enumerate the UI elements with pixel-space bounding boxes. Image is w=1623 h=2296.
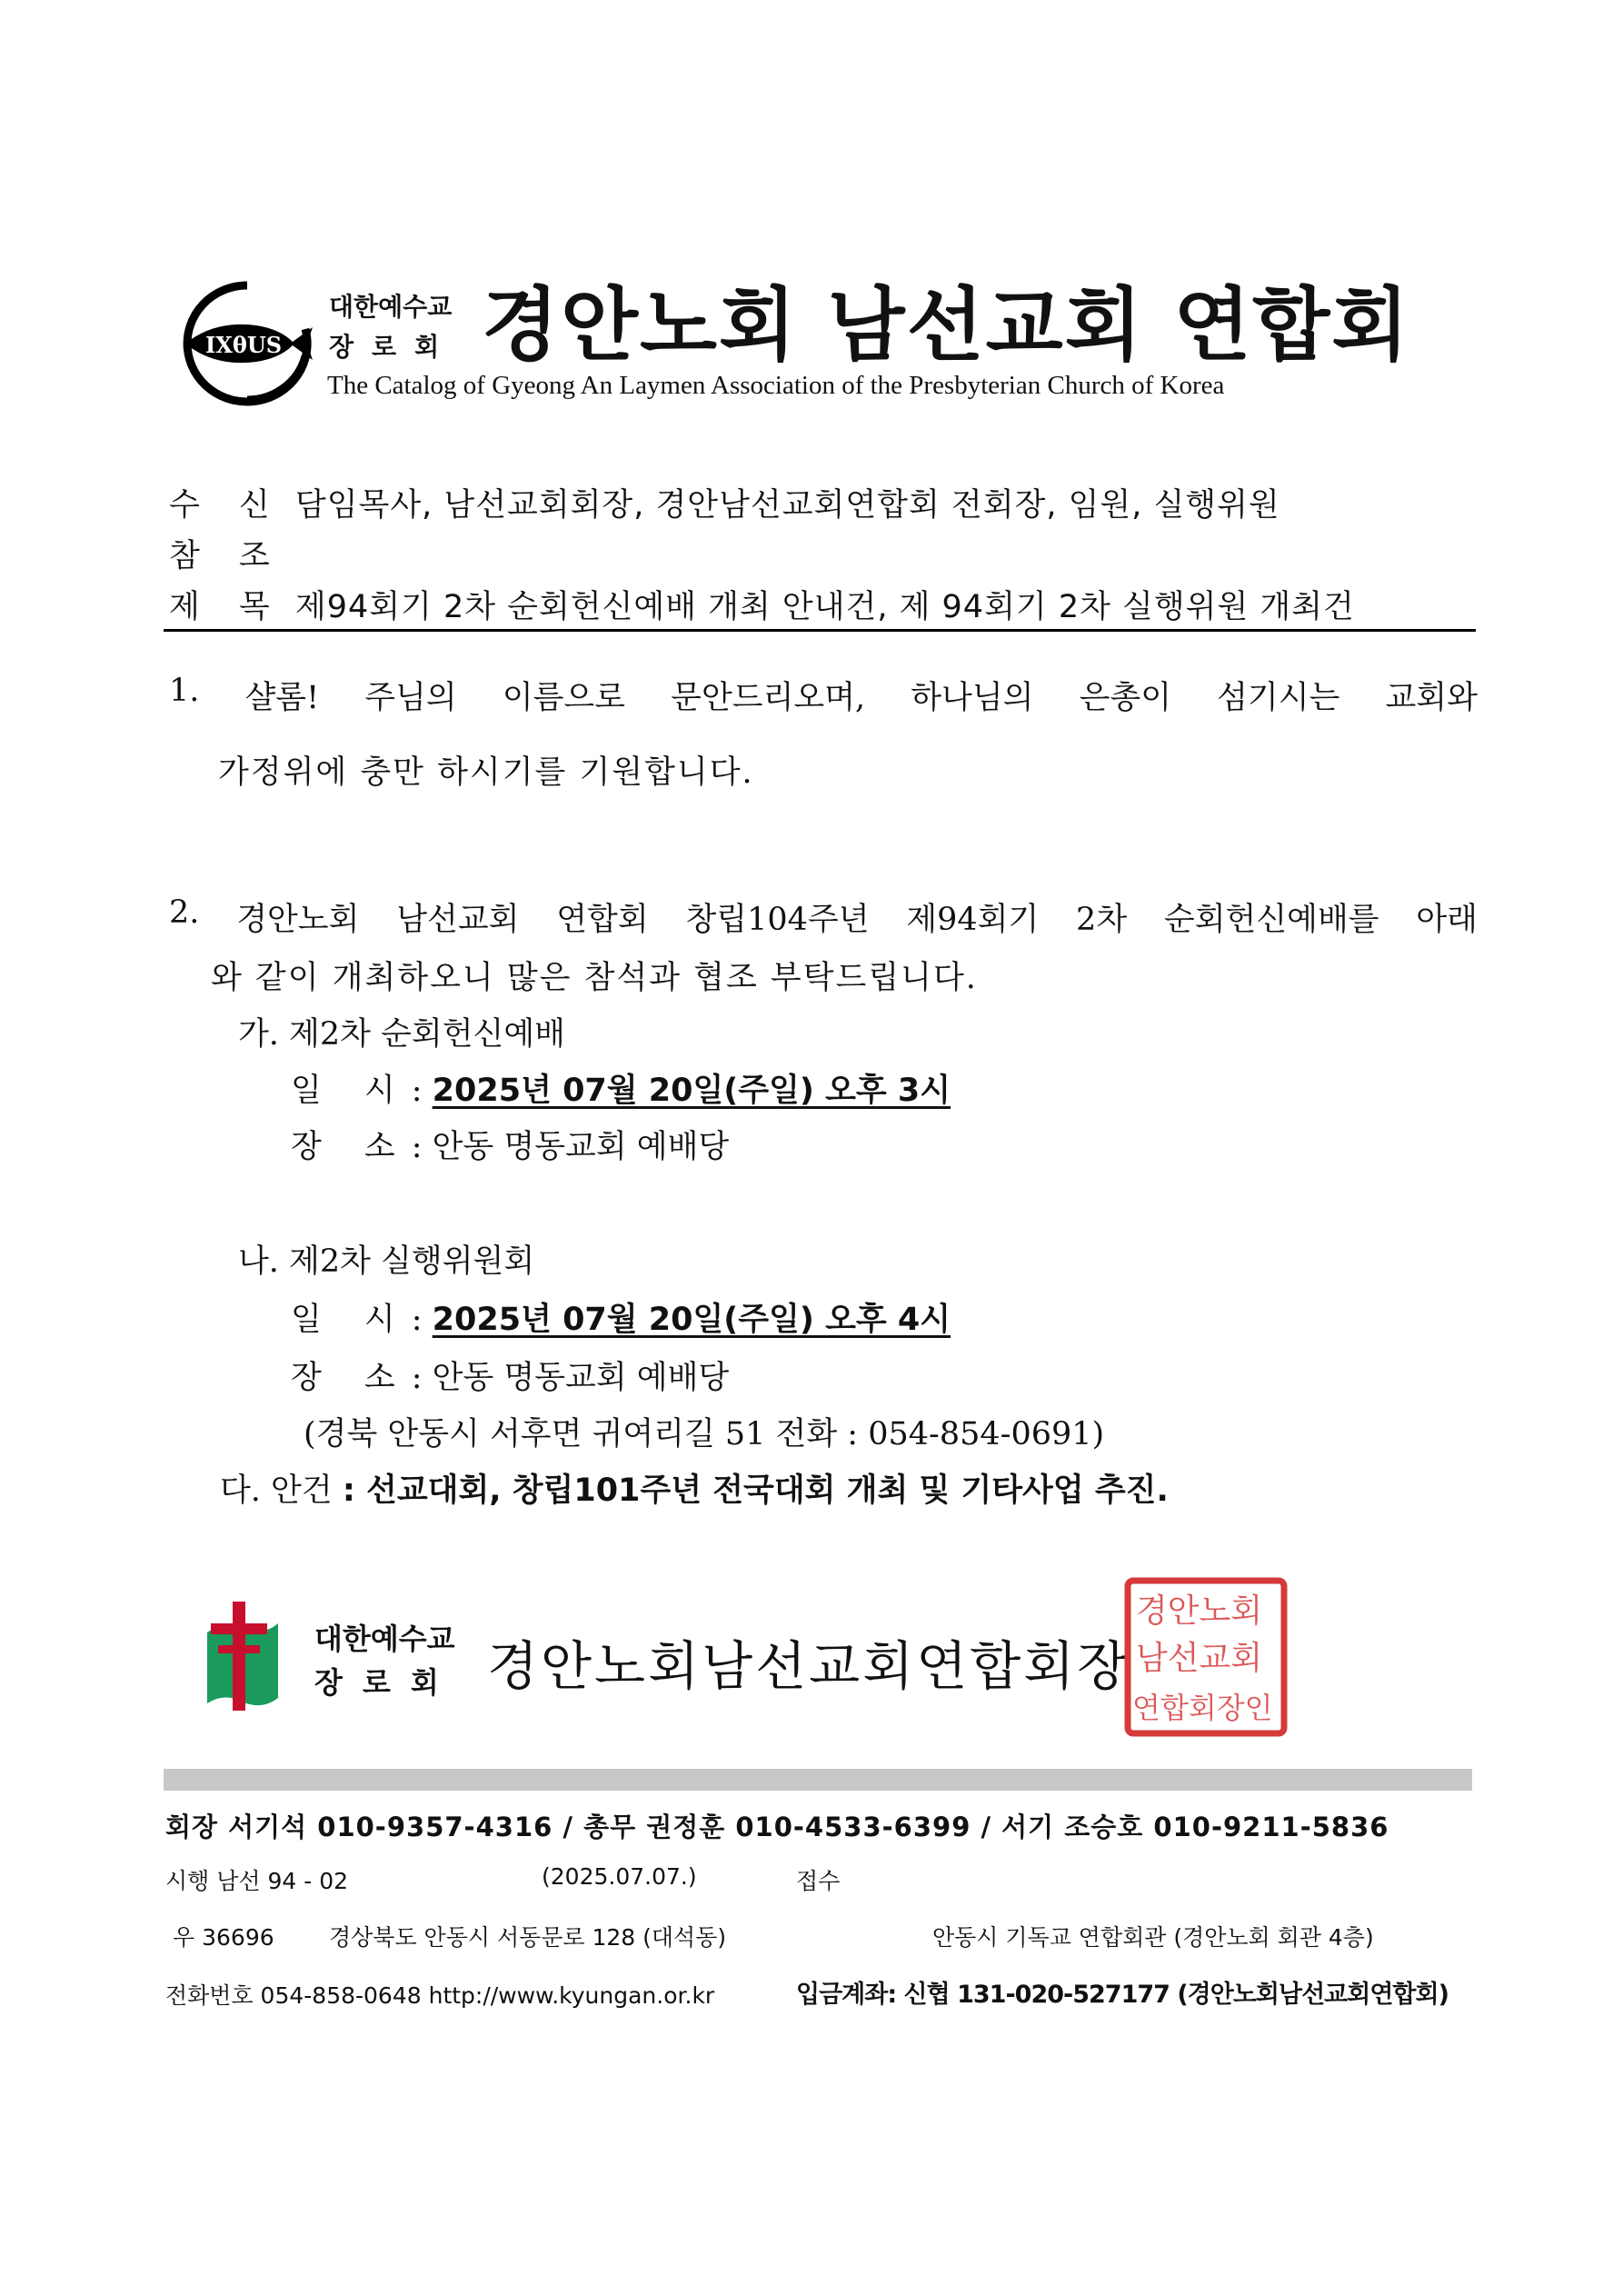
signature-org-line2: 장로회 [314, 1665, 459, 1700]
cross-logo-icon [198, 1596, 285, 1716]
paragraph-2-line-2: 와 같이 개최하오니 많은 참석과 협조 부탁드립니다. [211, 960, 978, 996]
header-title: 경안노회 남선교회 연합회 [482, 278, 1411, 372]
footer-postal-code: 우 36696 [173, 1924, 274, 1951]
p2-word: 경안노회 [236, 902, 360, 938]
paragraph-2-line-1 [169, 894, 1478, 940]
agenda-label: 다. 안건 [220, 1472, 333, 1509]
footer-hall: 안동시 기독교 연합회관 (경안노회 회관 4층) [932, 1924, 1374, 1951]
p1-word: 문안드리오며, [671, 680, 866, 716]
subject-row [169, 582, 1355, 627]
section-na-date-row [291, 1294, 951, 1340]
seal-text-line: 남선교회 [1136, 1640, 1263, 1677]
signature-org-line1: 대한예수교 [314, 1622, 455, 1656]
place-label: 장 소 [291, 1360, 412, 1396]
section-ga-date-row [291, 1065, 951, 1111]
section-ga-place-row [291, 1122, 729, 1167]
signature-name: 경안노회남선교회연합회장 [487, 1635, 1131, 1697]
official-seal-icon [1123, 1576, 1289, 1738]
date-value: 2025년 07월 20일(주일) 오후 4시 [432, 1302, 951, 1338]
p1-word: 교회와 [1385, 680, 1478, 716]
footer-doc-number: 시행 남선 94 - 02 [165, 1868, 349, 1894]
seal-text-line: 경안노회 [1136, 1592, 1263, 1630]
p1-word: 하나님의 [911, 680, 1034, 716]
subject-label: 제 목 [169, 589, 284, 625]
place-label: 장 소 [291, 1129, 412, 1165]
header-org-line2: 장로회 [329, 332, 458, 362]
p1-word: 샬롬! [244, 680, 320, 716]
p2-word: 아래 [1416, 902, 1478, 938]
header-subtitle: The Catalog of Gyeong An Laymen Association of the Presbyterian Church of Korea [327, 371, 1225, 400]
ichthus-logo [178, 278, 316, 407]
p2-word: 남선교회 [396, 902, 520, 938]
section-na-title: 나. 제2차 실행위원회 [238, 1243, 535, 1280]
section-ga-title: 가. 제2차 순회헌신예배 [238, 1016, 565, 1053]
footer-bank-account: 입금계좌: 신협 131-020-527177 (경안노회남선교회연합회) [796, 1981, 1449, 2009]
agenda-value: : 선교대회, 창립101주년 전국대회 개최 및 기타사업 추진. [342, 1472, 1169, 1509]
colon: : [411, 1073, 433, 1109]
colon: : [411, 1360, 433, 1396]
footer-received: 접수 [796, 1868, 841, 1894]
reference-label: 참 조 [169, 538, 284, 574]
p2-word: 순회헌신예배를 [1163, 902, 1379, 938]
logo-text: IXθUS [205, 332, 283, 358]
reference-row [169, 531, 284, 576]
header-divider [164, 629, 1476, 632]
place-value: 안동 명동교회 예배당 [432, 1360, 730, 1396]
colon: : [411, 1302, 433, 1338]
paragraph-1-line-2: 가정위에 충만 하시기를 기원합니다. [218, 754, 754, 791]
date-value: 2025년 07월 20일(주일) 오후 3시 [432, 1073, 951, 1109]
colon: : [411, 1129, 433, 1165]
seal-text-line: 연합회장인 [1132, 1691, 1273, 1725]
paragraph-1-line-1 [169, 673, 1478, 718]
section-na-address: (경북 안동시 서후면 귀여리길 51 전화 : 054-854-0691) [304, 1416, 1105, 1452]
header-org-line1: 대한예수교 [329, 292, 453, 322]
section-da-row [220, 1465, 1169, 1511]
footer-address: 경상북도 안동시 서동문로 128 (대석동) [329, 1924, 727, 1951]
date-label: 일 시 [291, 1302, 412, 1338]
footer-doc-date: (2025.07.07.) [542, 1863, 697, 1890]
date-label: 일 시 [291, 1073, 412, 1109]
p2-word: 2. [169, 894, 200, 931]
p1-word: 이름으로 [502, 680, 626, 716]
section-na-place-row [291, 1353, 729, 1398]
recipient-value: 담임목사, 남선교회회장, 경안남선교회연합회 전회장, 임원, 실행위원 [294, 487, 1280, 524]
p2-word: 연합회 [556, 902, 649, 938]
footer-bar [164, 1769, 1472, 1791]
p1-word: 은총이 [1079, 680, 1172, 716]
p2-word: 2차 [1076, 902, 1128, 938]
recipient-row [169, 480, 1280, 525]
recipient-label: 수 신 [169, 487, 284, 524]
p2-word: 제94회기 [906, 902, 1040, 938]
subject-value: 제94회기 2차 순회헌신예배 개최 안내건, 제 94회기 2차 실행위원 개최건 [294, 589, 1355, 625]
p1-word: 주님의 [364, 680, 457, 716]
footer-contacts: 회장 서기석 010-9357-4316 / 총무 권정훈 010-4533-6399 / 서기 조승호 010-9211-5836 [165, 1812, 1389, 1842]
place-value: 안동 명동교회 예배당 [432, 1129, 730, 1165]
p1-word: 섬기시는 [1217, 680, 1340, 716]
p2-word: 창립104주년 [685, 902, 870, 938]
p1-word: 1. [169, 673, 200, 709]
footer-phone-website: 전화번호 054-858-0648 http://www.kyungan.or.kr [165, 1982, 715, 2009]
